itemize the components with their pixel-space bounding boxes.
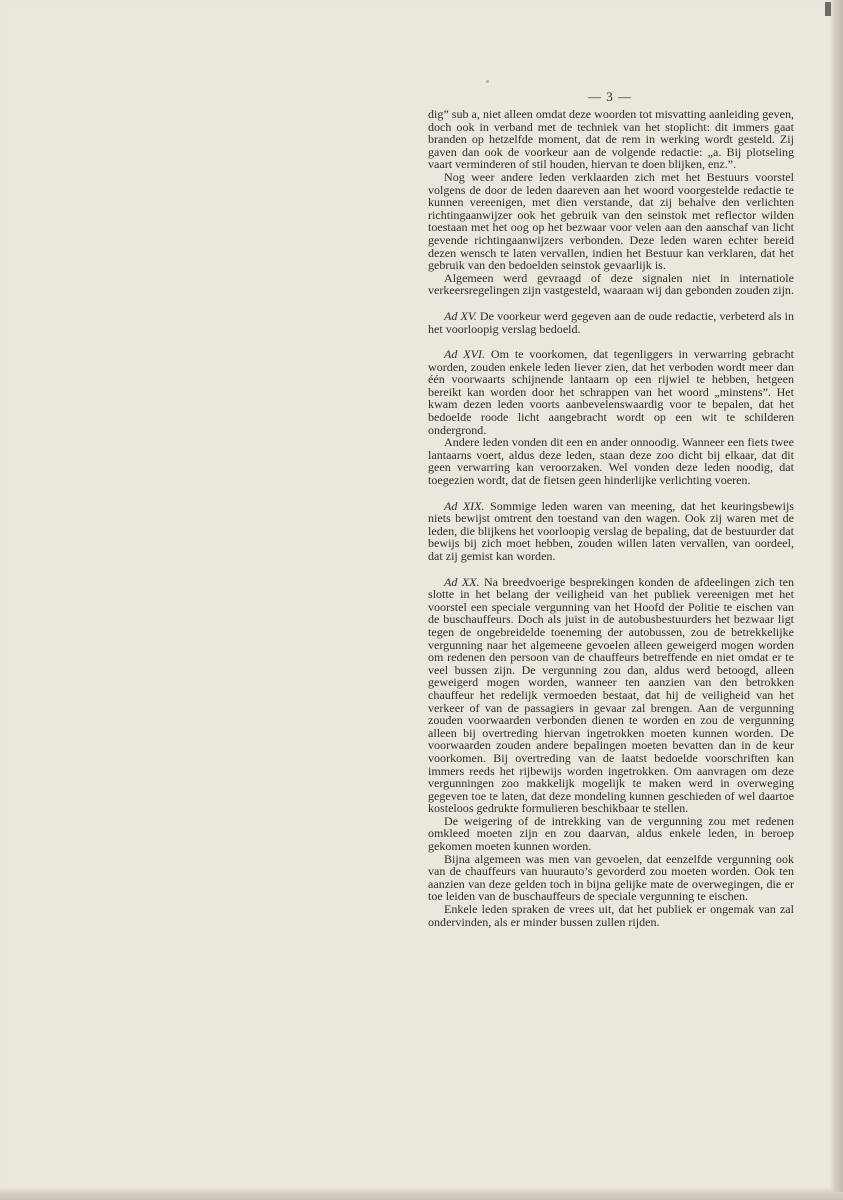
section-ad-xx	[428, 576, 794, 815]
section-label-xvi: Ad XVI.	[444, 347, 486, 362]
paragraph-3	[428, 272, 794, 297]
paragraph-2-text: Nog weer andere leden verklaarden zich met het Bestuurs voorstel volgens de door de leden daareven aan het woord voorgestelde redactie te kunnen vereenigen, met dien verstande, dat zij behalve den verlichten richtingaanwijzer ook het gebruik van den seinstok met reflector wilden toestaan met het oog op het bezwaar voor velen aan den aanschaf van licht gevende richtingaanwijzers verbonden. Deze leden waren echter bereid dezen wensch te laten vervallen, indien het Bestuur kan verklaren, dat het gebruik van den bedoelden seinstok gevaarlijk is.	[428, 169, 794, 273]
section-label-xx: Ad XX.	[444, 574, 480, 589]
paragraph-6-text: Andere leden vonden dit een en ander onnoodig. Wanneer een fiets twee lantaarns voert, aldus deze leden, staan deze zoo dicht bij elkaar, dat dit geen verwarring kan veroorzaken. Wel vonden deze leden noodig, dat toegezien wordt, dat de fietsen geen hinderlijke verlichting voeren.	[428, 435, 794, 488]
paragraph-11	[428, 903, 794, 928]
section-ad-xv-text: De voorkeur werd gegeven aan de oude redactie, verbeterd als in het voorloopig verslag bedoeld.	[428, 308, 794, 336]
section-ad-xvi	[428, 348, 794, 436]
paragraph-10-text: Bijna algemeen was men van gevoelen, dat eenzelfde vergunning ook van de chauffeurs van huurauto’s gevorderd zou moeten worden. Ook ten aanzien van deze gelden toch in bijna gelijke mate de overwegingen, die er toe leiden van de buschauffeurs de speciale vergunning te eischen.	[428, 851, 794, 904]
paragraph-9-text: De weigering of de intrekking van de vergunning zou met redenen omkleed moeten zijn en zou daarvan, aldus enkele leden, in beroep gekomen moeten kunnen worden.	[428, 813, 794, 854]
page-edge-bottom	[0, 1192, 843, 1200]
page-number: — 3 —	[588, 89, 632, 104]
page-edge-right	[834, 0, 843, 1200]
paragraph-1-text: dig” sub a, niet alleen omdat deze woorden tot misvatting aanleiding geven, doch ook in verband met de techniek van het stoplicht: dit immers gaat branden op hetzelfde moment, dat de rem in werking wordt gesteld. Zij gaven dan ook de voorkeur aan de volgende redactie: „a. Bij plotseling vaart verminderen of stil houden, hiervan te doen blijken, enz.”.	[428, 107, 794, 172]
paragraph-6	[428, 436, 794, 486]
paragraph-1	[428, 108, 794, 171]
paper-speck	[486, 80, 489, 83]
section-ad-xix-text: Sommige leden waren van meening, dat het keuringsbewijs niets bewijst omtrent den toestand van den wagen. Ook zij waren met de leden, die blijkens het voorloopig verslag de bepaling, dat de bestuurder dat bewijs bij zich moet hebben, zouden willen laten vervallen, van oordeel, dat zij gemist kan worden.	[428, 498, 794, 563]
section-ad-xix	[428, 500, 794, 563]
corner-mark	[825, 2, 831, 16]
paragraph-3-text: Algemeen werd gevraagd of deze signalen niet in internatiole verkeersregelingen zijn vastgesteld, waaraan wij dan gebonden zouden zijn.	[428, 270, 794, 298]
section-ad-xx-text: Na breedvoerige besprekingen konden de afdeelingen zich ten slotte in het belang der veiligheid van het publiek vereenigen met het voorstel een speciale vergunning van het Hoofd der Politie te eischen van de buschauffeurs. Doch als juist in de autobusbestuurders het bezwaar ligt tegen de ongebreidelde toeneming der autobussen, zou de betrekkelijke vergunning naar het algemeene gevoelen alleen geweigerd mogen worden om redenen den persoon van de chauffeurs betreffende en niet omdat er te veel bussen zijn. De vergunning zou dan, aldus werd betoogd, alleen geweigerd mogen worden, wanneer ten aanzien van den betrokken chauffeur het redelijk vermoeden bestaat, dat hij de veiligheid van het verkeer of van de passagiers in gevaar zal brengen. Aan de vergunning zouden voorwaarden verbonden dienen te worden en zou de vergunning alleen bij overtreding hiervan ingetrokken moeten kunnen worden. De voorwaarden zouden andere bepalingen moeten bevatten dan in de keur voorkomen. Bij overtreding van de laatst bedoelde voorschriften kan immers reeds het rijbewijs worden ingetrokken. Om aanvragen om deze vergunningen zoo makkelijk mogelijk te maken werd in overweging gegeven toe te laten, dat deze mondeling kunnen geschieden of wel daartoe kosteloos gedrukte formulieren beschikbaar te stellen.	[428, 574, 794, 816]
paragraph-2	[428, 171, 794, 272]
body-text	[428, 108, 794, 928]
section-label-xv: Ad XV.	[444, 308, 477, 323]
section-ad-xvi-text: Om te voorkomen, dat tegenliggers in verwarring gebracht worden, zouden enkele leden liever zien, dat het verboden wordt meer dan één voorwaarts schijnende lantaarn op een rijwiel te hebben, hetgeen bereikt kan worden door het schrappen van het woord „minstens”. Het kwam dezen leden voorts aanbevelenswaardig voor te bepalen, dat het bedoelde roode licht aangebracht wordt op een wit te schilderen ondergrond.	[428, 347, 795, 437]
paragraph-10	[428, 853, 794, 903]
paragraph-11-text: Enkele leden spraken de vrees uit, dat het publiek er ongemak van zal ondervinden, als er minder bussen zullen rijden.	[428, 902, 794, 929]
section-label-xix: Ad XIX.	[444, 498, 485, 513]
paragraph-9	[428, 815, 794, 853]
section-ad-xv	[428, 310, 794, 335]
